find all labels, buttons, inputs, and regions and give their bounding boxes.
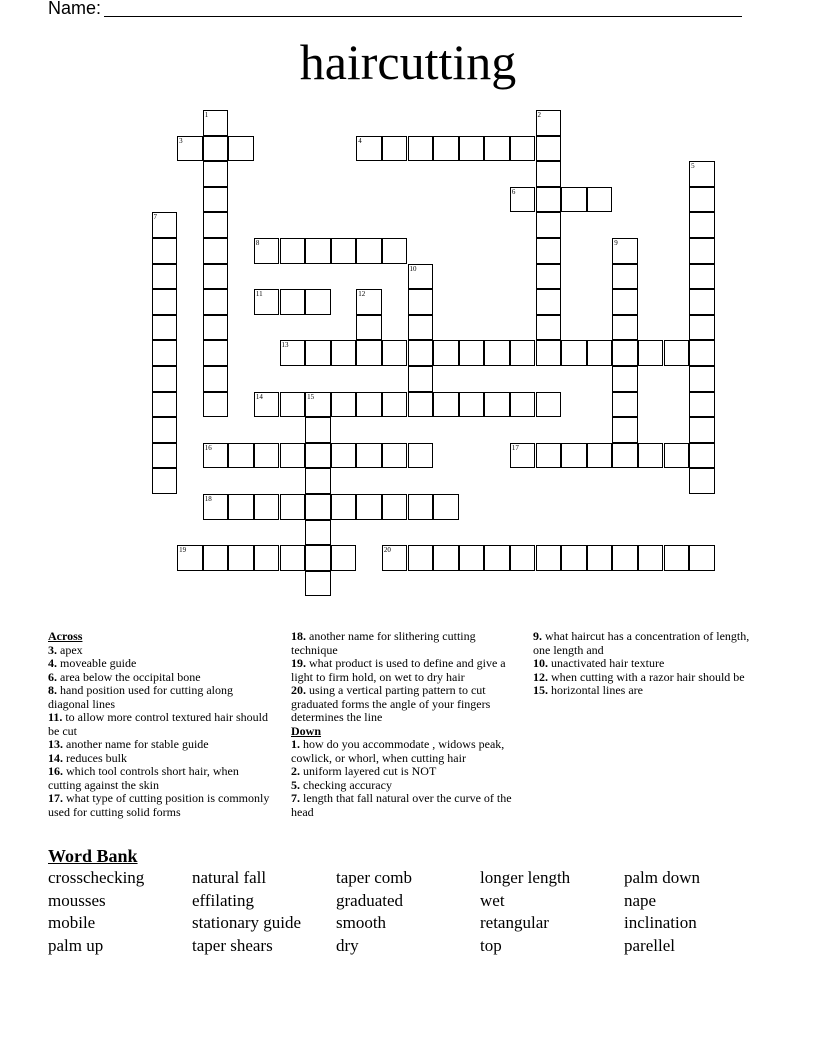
crossword-cell[interactable]	[356, 238, 382, 264]
clue-text: unactivated hair texture	[548, 656, 665, 670]
crossword-cell[interactable]	[152, 417, 178, 443]
clue	[48, 738, 270, 752]
word-bank-item: smooth	[336, 913, 387, 933]
down-clue-list-continued	[533, 630, 759, 698]
crossword-cell[interactable]	[203, 238, 229, 264]
word-bank-item: retangular	[480, 913, 549, 933]
crossword-cell[interactable]	[280, 289, 306, 315]
across-clue-list-continued	[291, 630, 521, 725]
crossword-cell[interactable]	[536, 110, 562, 136]
clues-column-2	[291, 630, 521, 819]
crossword-cell[interactable]	[305, 443, 331, 469]
clue-text: area below the occipital bone	[57, 669, 201, 684]
clue-text: what haircut has a concentration of length, one length and	[533, 629, 750, 657]
crossword-cell[interactable]	[689, 545, 715, 571]
clue-number: 13.	[48, 737, 63, 751]
crossword-cell[interactable]	[587, 443, 613, 469]
crossword-cell[interactable]	[305, 340, 331, 366]
crossword-cell[interactable]	[689, 468, 715, 494]
crossword-cell[interactable]	[510, 136, 536, 162]
crossword-cell[interactable]	[356, 340, 382, 366]
crossword-cell[interactable]	[612, 545, 638, 571]
crossword-cell[interactable]	[484, 136, 510, 162]
crossword-cell[interactable]	[536, 340, 562, 366]
crossword-cell[interactable]	[177, 136, 203, 162]
clue-number: 7.	[291, 791, 300, 805]
crossword-cell[interactable]	[536, 289, 562, 315]
crossword-cell[interactable]	[331, 545, 357, 571]
crossword-cell[interactable]	[228, 494, 254, 520]
crossword-cell[interactable]	[203, 289, 229, 315]
crossword-cell[interactable]	[152, 289, 178, 315]
crossword-cell[interactable]	[433, 494, 459, 520]
crossword-cell[interactable]	[408, 545, 434, 571]
crossword-cell[interactable]	[203, 264, 229, 290]
crossword-cell[interactable]	[382, 136, 408, 162]
name-label: Name:	[48, 0, 102, 18]
across-clue-list	[48, 644, 270, 820]
clue-text: hand position used for cutting along diagonal lines	[48, 683, 233, 711]
clue	[48, 752, 270, 766]
crossword-cell[interactable]	[254, 392, 280, 418]
crossword-cell[interactable]	[612, 289, 638, 315]
clue-number: 17	[511, 443, 519, 452]
crossword-cell[interactable]	[305, 392, 331, 418]
crossword-cell[interactable]	[459, 340, 485, 366]
crossword-cell[interactable]	[612, 366, 638, 392]
crossword-cell[interactable]	[664, 340, 690, 366]
word-bank-item: taper comb	[336, 868, 412, 887]
clue	[533, 684, 759, 698]
crossword-cell[interactable]	[689, 238, 715, 264]
crossword-cell[interactable]	[152, 315, 178, 341]
crossword-cell[interactable]	[689, 392, 715, 418]
crossword-cell[interactable]	[152, 366, 178, 392]
word-bank-item: wet	[480, 890, 505, 910]
crossword-cell[interactable]	[152, 392, 178, 418]
crossword-cell[interactable]	[152, 443, 178, 469]
crossword-cell[interactable]	[152, 468, 178, 494]
crossword-cell[interactable]	[280, 494, 306, 520]
clue	[48, 684, 270, 711]
page-title: haircutting	[299, 34, 517, 90]
clue-number: 15	[307, 392, 315, 401]
word-bank-item: mobile	[48, 913, 96, 933]
word-bank-item: effilating	[192, 890, 254, 910]
crossword-cell[interactable]	[689, 340, 715, 366]
crossword-cell[interactable]	[280, 443, 306, 469]
clue-number: 15.	[533, 683, 548, 697]
crossword-cell[interactable]	[536, 187, 562, 213]
crossword-cell[interactable]	[433, 545, 459, 571]
crossword-cell[interactable]	[203, 110, 229, 136]
crossword-cell[interactable]	[433, 392, 459, 418]
crossword-cell[interactable]	[408, 315, 434, 341]
crossword-cell[interactable]	[280, 545, 306, 571]
crossword-cell[interactable]	[305, 417, 331, 443]
crossword-cell[interactable]	[152, 238, 178, 264]
crossword-cell[interactable]	[254, 494, 280, 520]
clue-number: 1	[204, 111, 209, 119]
crossword-cell[interactable]	[382, 392, 408, 418]
crossword-cell[interactable]	[408, 264, 434, 290]
word-bank-title: Word Bank	[48, 846, 138, 866]
across-heading: Across	[48, 629, 83, 643]
word-bank-item: stationary guide	[192, 913, 302, 933]
crossword-cell[interactable]	[689, 212, 715, 238]
crossword-cell[interactable]	[536, 264, 562, 290]
crossword-cell[interactable]	[587, 340, 613, 366]
word-bank-item: inclination	[624, 913, 697, 933]
clue-number: 10	[409, 264, 417, 273]
crossword-cell[interactable]	[689, 443, 715, 469]
crossword-cell[interactable]	[356, 494, 382, 520]
clue-number: 20.	[291, 683, 306, 697]
clues-column-1	[48, 630, 270, 819]
crossword-cell[interactable]	[203, 340, 229, 366]
crossword-cell[interactable]	[433, 136, 459, 162]
crossword-cell[interactable]	[612, 443, 638, 469]
crossword-cell[interactable]	[152, 264, 178, 290]
clue-number: 11.	[48, 710, 63, 724]
clue	[48, 765, 270, 792]
crossword-cell[interactable]	[280, 392, 306, 418]
clue-text: which tool controls short hair, when cutting against the skin	[48, 764, 239, 792]
crossword-cell[interactable]	[510, 392, 536, 418]
clue-number: 18	[204, 495, 212, 503]
word-bank-item: crosschecking	[48, 868, 145, 887]
clue-number: 18.	[291, 629, 306, 643]
clue-number: 11	[255, 290, 263, 299]
crossword-cell[interactable]	[203, 315, 229, 341]
crossword-cell[interactable]	[536, 136, 562, 162]
crossword-cell[interactable]	[203, 545, 229, 571]
crossword-cell[interactable]	[203, 212, 229, 238]
crossword-cell[interactable]	[203, 136, 229, 162]
clue-text: how do you accommodate , widows peak, cowlick, or whorl, when cutting hair	[291, 737, 505, 765]
crossword-cell[interactable]	[612, 340, 638, 366]
clue-number: 10.	[533, 656, 548, 670]
crossword-cell[interactable]	[254, 238, 280, 264]
crossword-cell[interactable]	[382, 238, 408, 264]
clue-number: 12.	[533, 669, 548, 684]
clue-text: another name for stable guide	[63, 737, 209, 751]
word-bank-item: dry	[336, 936, 359, 956]
clue-text: using a vertical parting pattern to cut graduated forms the angle of your fingers determines the line	[291, 683, 491, 724]
clue	[533, 671, 759, 685]
crossword-cell[interactable]	[356, 315, 382, 341]
crossword-cell[interactable]	[510, 340, 536, 366]
crossword-cell[interactable]	[305, 468, 331, 494]
clue-number: 9.	[533, 629, 542, 643]
word-bank-item: taper shears	[192, 936, 273, 956]
crossword-cell[interactable]	[689, 289, 715, 315]
crossword-cell[interactable]	[254, 289, 280, 315]
crossword-cell[interactable]	[408, 366, 434, 392]
crossword-cell[interactable]	[689, 417, 715, 443]
clue-text: another name for slithering cutting technique	[291, 629, 476, 657]
crossword-cell[interactable]	[203, 392, 229, 418]
crossword-cell[interactable]	[305, 494, 331, 520]
clue-number: 17.	[48, 791, 63, 805]
crossword-cell[interactable]	[561, 187, 587, 213]
clue	[291, 657, 521, 684]
clue-number: 8.	[48, 683, 57, 697]
clues-column-3	[533, 630, 759, 698]
clue-number: 6.	[48, 669, 57, 684]
crossword-cell[interactable]	[536, 315, 562, 341]
crossword-cell[interactable]	[689, 161, 715, 187]
clue-number: 19.	[291, 656, 306, 670]
crossword-cell[interactable]	[305, 520, 331, 546]
crossword-cell[interactable]	[638, 545, 664, 571]
crossword-cell[interactable]	[203, 161, 229, 187]
clue-number: 5.	[291, 777, 300, 792]
crossword-cell[interactable]	[612, 264, 638, 290]
word-bank-item: palm down	[624, 868, 701, 887]
clue-text: what product is used to define and give a light to firm hold, on wet to dry hair	[291, 656, 506, 684]
crossword-cell[interactable]	[484, 545, 510, 571]
crossword-cell[interactable]	[228, 136, 254, 162]
crossword-cell[interactable]	[459, 392, 485, 418]
clue-number: 4	[358, 136, 362, 145]
word-bank-item: graduated	[336, 890, 404, 910]
crossword-cell[interactable]	[689, 315, 715, 341]
clue-number: 20	[383, 546, 391, 555]
clue-number: 5	[691, 162, 695, 171]
clue-text: horizontal lines are	[548, 683, 643, 697]
crossword-cell[interactable]	[612, 417, 638, 443]
crossword-cell[interactable]	[689, 264, 715, 290]
crossword-cell[interactable]	[331, 494, 357, 520]
crossword-cell[interactable]	[484, 392, 510, 418]
crossword-cell[interactable]	[356, 392, 382, 418]
crossword-cell[interactable]	[305, 571, 331, 597]
clue-text: moveable guide	[57, 656, 137, 670]
crossword-cell[interactable]	[280, 340, 306, 366]
clue-number: 16.	[48, 764, 63, 778]
word-bank-item: longer length	[480, 868, 571, 887]
clue-number: 2.	[291, 764, 300, 778]
crossword-cell[interactable]	[382, 494, 408, 520]
crossword-cell[interactable]	[536, 212, 562, 238]
crossword-cell[interactable]	[331, 340, 357, 366]
crossword-cell[interactable]	[228, 443, 254, 469]
clue	[291, 630, 521, 657]
clue	[533, 657, 759, 671]
clue	[533, 630, 759, 657]
crossword-cell[interactable]	[331, 392, 357, 418]
down-heading: Down	[291, 723, 322, 738]
crossword-cell[interactable]	[459, 136, 485, 162]
crossword-cell[interactable]	[587, 187, 613, 213]
clue	[48, 657, 270, 671]
word-bank-item: mousses	[48, 890, 106, 910]
clue	[48, 644, 270, 658]
crossword-cell[interactable]	[561, 545, 587, 571]
clue-number: 2	[537, 111, 541, 119]
crossword-cell[interactable]	[382, 545, 408, 571]
crossword-cell[interactable]	[510, 443, 536, 469]
crossword-cell[interactable]	[203, 443, 229, 469]
crossword-cell[interactable]	[305, 238, 331, 264]
crossword-cell[interactable]	[228, 545, 254, 571]
word-bank-item: nape	[624, 890, 657, 910]
clue-number: 19	[179, 546, 187, 555]
crossword-cell[interactable]	[561, 443, 587, 469]
crossword-cell[interactable]	[638, 443, 664, 469]
crossword-cell[interactable]	[331, 238, 357, 264]
crossword-cell[interactable]	[356, 443, 382, 469]
clue	[291, 765, 521, 779]
crossword-cell[interactable]	[638, 340, 664, 366]
crossword-cell[interactable]	[689, 366, 715, 392]
crossword-cell[interactable]	[561, 340, 587, 366]
clue-number: 6	[511, 187, 516, 196]
crossword-cell[interactable]	[587, 545, 613, 571]
clue-text: apex	[57, 642, 83, 657]
crossword-cell[interactable]	[664, 545, 690, 571]
clue-text: checking accuracy	[300, 777, 392, 792]
clue-number: 7	[153, 213, 157, 222]
crossword-cell[interactable]	[305, 545, 331, 571]
crossword-cell[interactable]	[484, 340, 510, 366]
clue-text: uniform layered cut is NOT	[300, 764, 437, 778]
word-bank-item: palm up	[48, 936, 104, 956]
clue	[291, 684, 521, 725]
crossword-cell[interactable]	[408, 443, 434, 469]
crossword-cell[interactable]	[408, 289, 434, 315]
crossword-cell[interactable]	[305, 289, 331, 315]
clue-number: 3.	[48, 642, 57, 657]
crossword-cell[interactable]	[536, 443, 562, 469]
crossword-cell[interactable]	[510, 187, 536, 213]
clue-text: when cutting with a razor hair should be	[548, 669, 745, 684]
crossword-cell[interactable]	[510, 545, 536, 571]
crossword-cell[interactable]	[612, 315, 638, 341]
word-bank-item: top	[480, 936, 502, 956]
clue	[48, 671, 270, 685]
clue-number: 16	[204, 443, 212, 452]
clue-number: 14.	[48, 750, 63, 765]
clue-number: 9	[614, 239, 618, 247]
crossword-cell[interactable]	[382, 443, 408, 469]
clue	[48, 711, 270, 738]
crossword-cell[interactable]	[152, 340, 178, 366]
crossword-cell[interactable]	[203, 494, 229, 520]
crossword-cell[interactable]	[177, 545, 203, 571]
clue	[291, 792, 521, 819]
clue-text: to allow more control textured hair should be cut	[48, 710, 268, 738]
clue-number: 12	[358, 290, 366, 299]
crossword-cell[interactable]	[408, 340, 434, 366]
clue-number: 13	[281, 341, 289, 350]
crossword-cell[interactable]	[664, 443, 690, 469]
crossword-cell[interactable]	[536, 545, 562, 571]
crossword-cell[interactable]	[356, 136, 382, 162]
clue-text: reduces bulk	[63, 750, 127, 765]
crossword-cell[interactable]	[152, 212, 178, 238]
down-clue-list	[291, 738, 521, 819]
crossword-cell[interactable]	[254, 443, 280, 469]
crossword-cell[interactable]	[459, 545, 485, 571]
clue-text: what type of cutting position is commonly used for cutting solid forms	[48, 791, 270, 819]
crossword-cell[interactable]	[408, 136, 434, 162]
word-bank-item: parellel	[624, 936, 675, 956]
crossword-cell[interactable]	[408, 494, 434, 520]
clue-number: 8	[255, 239, 260, 247]
clue-number: 3	[179, 136, 183, 145]
crossword-cell[interactable]	[689, 187, 715, 213]
crossword-cell[interactable]	[203, 187, 229, 213]
crossword-cell[interactable]	[612, 392, 638, 418]
clue	[291, 738, 521, 765]
crossword-cell[interactable]	[254, 545, 280, 571]
crossword-cell[interactable]	[331, 443, 357, 469]
crossword-cell[interactable]	[536, 238, 562, 264]
crossword-cell[interactable]	[356, 289, 382, 315]
crossword-cell[interactable]	[280, 238, 306, 264]
clue	[48, 792, 270, 819]
crossword-cell[interactable]	[433, 340, 459, 366]
crossword-cell[interactable]	[536, 392, 562, 418]
crossword-cell[interactable]	[382, 340, 408, 366]
clue-number: 14	[255, 392, 263, 401]
crossword-cell[interactable]	[203, 366, 229, 392]
clue-text: length that fall natural over the curve of the head	[291, 791, 512, 819]
clue-number: 4.	[48, 656, 57, 670]
crossword-cell[interactable]	[408, 392, 434, 418]
clue	[291, 779, 521, 793]
crossword-cell[interactable]	[536, 161, 562, 187]
crossword-cell[interactable]	[612, 238, 638, 264]
clue-number: 1.	[291, 737, 300, 751]
word-bank-item: natural fall	[192, 868, 267, 887]
